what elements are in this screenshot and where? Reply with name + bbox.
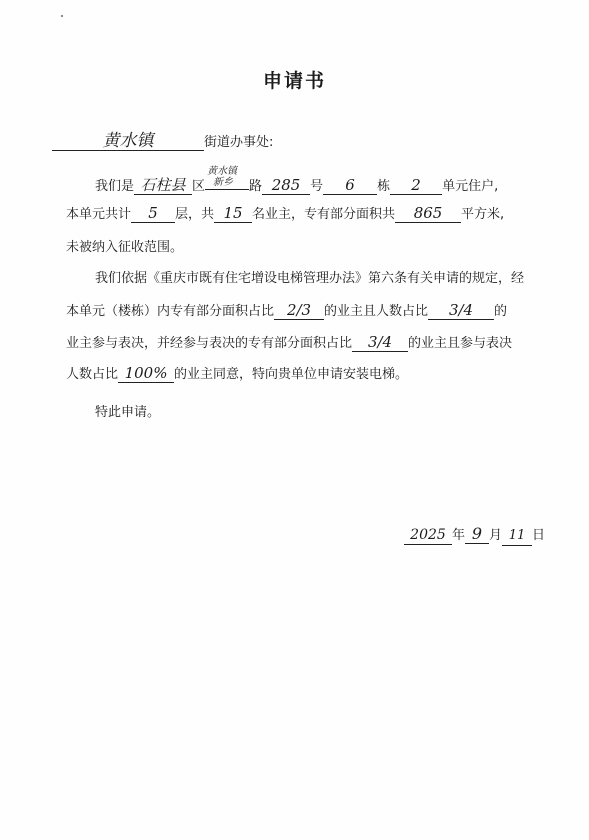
people-ratio-fill: 3/4 <box>428 301 494 320</box>
number-fill: 285 <box>262 176 310 195</box>
unit-fill: 2 <box>390 176 442 195</box>
building-fill: 6 <box>323 176 377 195</box>
district-fill: 石柱县 <box>134 176 192 195</box>
owners-fill: 15 <box>214 204 252 223</box>
l3-suffix: 的业主且参与表决 <box>408 336 513 351</box>
unit-suffix: 单元住户, <box>442 179 499 194</box>
year-label: 年 <box>452 528 466 543</box>
addressee-office: 街道办事处: <box>204 135 274 150</box>
month-label: 月 <box>489 528 503 543</box>
road-fill <box>205 166 249 190</box>
para1-line1 <box>95 166 499 194</box>
para2-line3 <box>66 333 512 355</box>
addressee-name: 黄水镇 <box>52 132 204 151</box>
date-month: 9 <box>465 525 489 544</box>
area-suffix: 平方米, <box>461 207 505 222</box>
l2-mid: 的业主且人数占比 <box>324 304 429 319</box>
para2-line2 <box>66 301 507 323</box>
para1-line2 <box>66 204 504 226</box>
date-year: 2025 <box>404 526 452 545</box>
para2-line4 <box>66 364 408 386</box>
building-suffix: 栋 <box>377 179 391 194</box>
l2-prefix: 本单元（楼栋）内专有部分面积占比 <box>66 304 275 319</box>
floors-suffix: 层，共 <box>175 207 215 222</box>
closing-text: 特此申请。 <box>95 405 161 420</box>
road-note: 新乡 <box>213 177 234 188</box>
vote-area-ratio-fill: 3/4 <box>352 333 408 352</box>
area-ratio-fill: 2/3 <box>274 301 324 320</box>
para2-line1: 我们依据《重庆市既有住宅增设电梯管理办法》第六条有关申请的规定，经 <box>95 271 525 286</box>
floors-fill: 5 <box>131 204 175 223</box>
day-label: 日 <box>532 528 546 543</box>
para1-line3: 未被纳入征收范围。 <box>66 240 184 255</box>
l4-suffix: 的业主同意，特向贵单位申请安装电梯。 <box>174 367 409 382</box>
floors-prefix: 本单元共计 <box>66 207 132 222</box>
road-suffix: 路 <box>249 179 263 194</box>
district-suffix: 区 <box>192 179 206 194</box>
addressee-line <box>52 132 273 154</box>
date-day: 11 <box>502 527 532 546</box>
owners-suffix: 名业主，专有部分面积共 <box>252 207 396 222</box>
scan-speck <box>61 15 63 17</box>
para1-prefix: 我们是 <box>95 179 135 194</box>
l4-prefix: 人数占比 <box>66 367 119 382</box>
vote-people-ratio-fill: 100% <box>118 364 174 383</box>
l3-prefix: 业主参与表决，并经参与表决的专有部分面积占比 <box>66 336 353 351</box>
area-fill: 865 <box>395 204 461 223</box>
l2-suffix: 的 <box>494 304 508 319</box>
road-name: 黄水镇 <box>207 166 238 177</box>
document-title: 申请书 <box>262 70 326 92</box>
number-suffix: 号 <box>310 179 324 194</box>
date-line <box>404 525 545 547</box>
